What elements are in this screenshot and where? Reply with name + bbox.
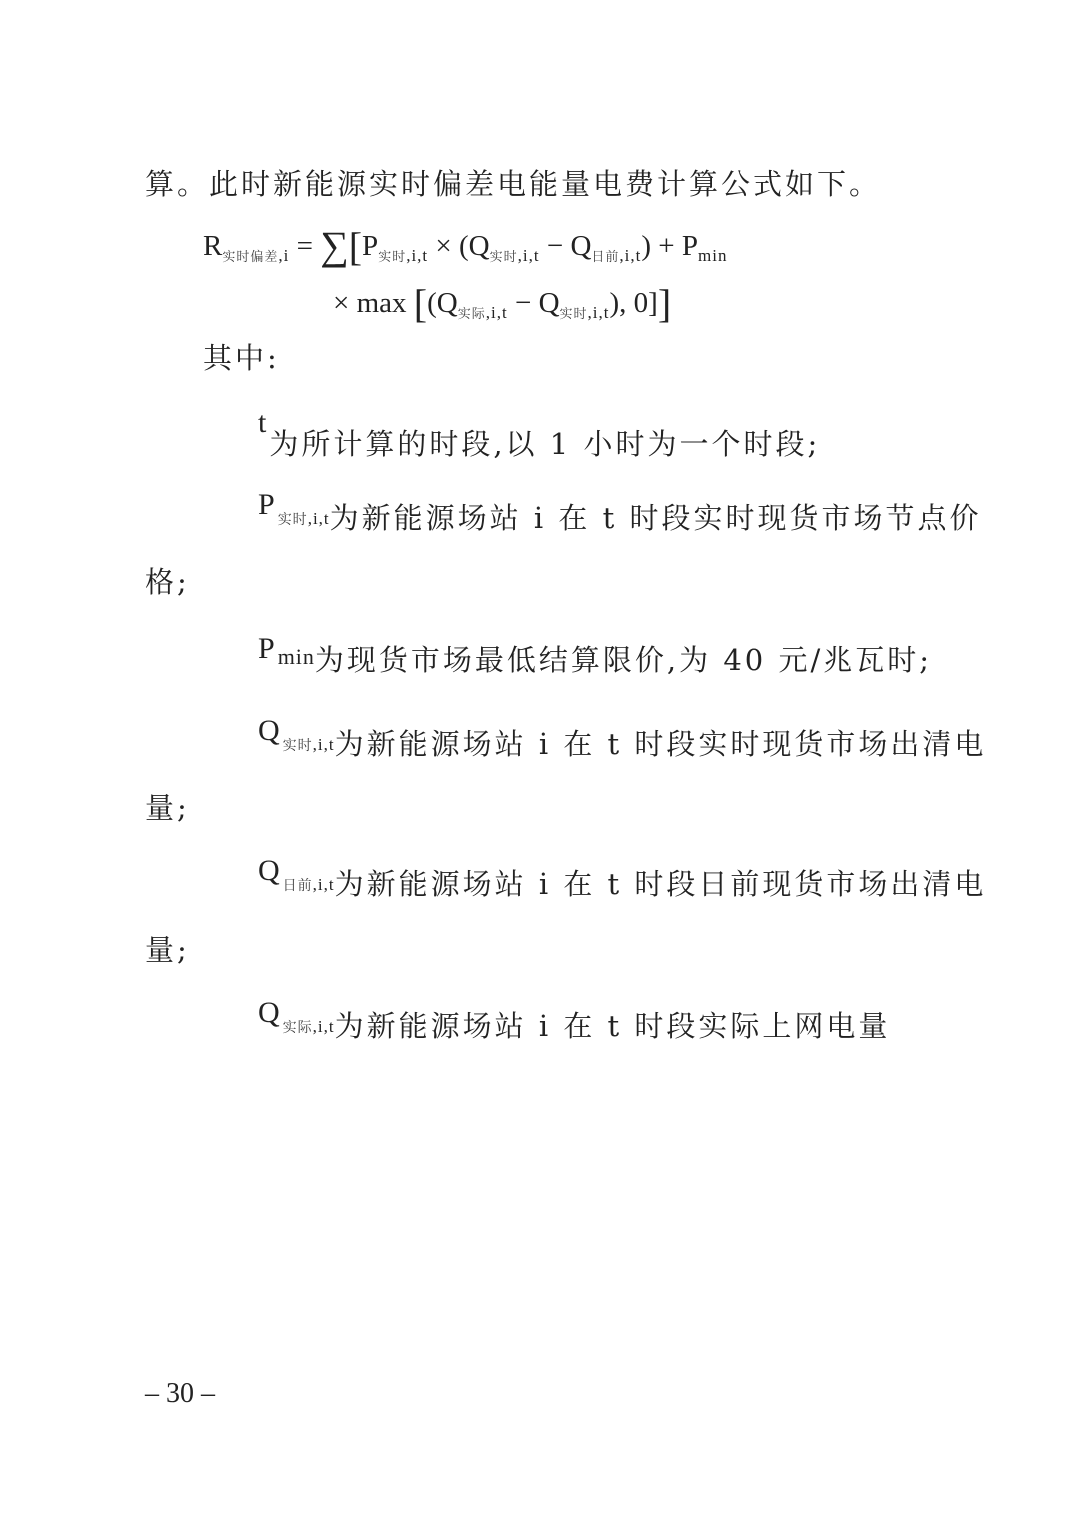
formula-q1-sub: ,i,t xyxy=(517,246,540,265)
open-bracket-2: [ xyxy=(413,281,428,326)
formula-q1-sub-cjk: 实时 xyxy=(489,250,518,265)
def-sub: min xyxy=(277,644,315,669)
formula-q3-sub: ,i,t xyxy=(485,303,508,322)
def-text: 为新能源场站 i 在 t 时段实时现货市场出清电 xyxy=(334,727,987,761)
def-q-actual xyxy=(258,990,891,1043)
page-number: – 30 – xyxy=(145,1378,215,1409)
formula-times: × xyxy=(435,230,452,262)
sum-symbol: ∑ xyxy=(320,223,349,268)
def-q-realtime-wrap: 量; xyxy=(145,791,190,825)
formula-equals: = xyxy=(296,230,313,262)
where-label: 其中: xyxy=(203,341,280,375)
def-sub: ,i,t xyxy=(312,735,335,754)
def-var: Q xyxy=(258,996,283,1029)
close-bracket: ] xyxy=(657,281,672,326)
formula-r-sub-cjk: 实时偏差 xyxy=(222,250,279,265)
formula-p: P xyxy=(362,230,379,262)
formula-q3-sub-cjk: 实际 xyxy=(457,307,486,322)
formula-p-sub: ,i,t xyxy=(406,246,429,265)
formula-q2-sub: ,i,t xyxy=(619,246,642,265)
def-var: Q xyxy=(258,854,283,887)
formula-r: R xyxy=(203,230,223,262)
def-sub: ,i,t xyxy=(312,875,335,894)
open-bracket: [ xyxy=(348,224,363,269)
def-q-dayahead-wrap: 量; xyxy=(145,933,190,967)
def-pmin xyxy=(258,626,933,677)
formula-line-1 xyxy=(203,222,727,270)
def-sub: ,i,t xyxy=(307,509,330,528)
formula-q4-sub-cjk: 实时 xyxy=(559,307,588,322)
formula-q3: (Q xyxy=(427,287,458,319)
def-text: 为新能源场站 i 在 t 时段日前现货市场出清电 xyxy=(334,867,987,901)
formula-minus: − xyxy=(546,230,564,262)
formula-minus-2: − xyxy=(514,287,532,319)
formula-r-sub: ,i xyxy=(278,246,290,265)
def-sub-cjk: 日前 xyxy=(282,878,313,894)
def-var: t xyxy=(258,406,270,439)
def-sub: ,i,t xyxy=(312,1017,335,1036)
formula-p-sub-cjk: 实时 xyxy=(378,250,407,265)
formula-line-2 xyxy=(333,280,671,327)
def-p-realtime-wrap: 格; xyxy=(145,565,190,599)
def-q-realtime xyxy=(258,708,987,761)
formula-pmin-sub: min xyxy=(698,246,728,265)
def-text: 为现货市场最低结算限价,为 40 元/兆瓦时; xyxy=(314,643,933,677)
formula-q1: (Q xyxy=(459,230,490,262)
def-q-dayahead xyxy=(258,848,987,901)
def-text: 为新能源场站 i 在 t 时段实时现货市场节点价 xyxy=(329,501,982,535)
formula-close-plus: ) + P xyxy=(641,230,699,262)
def-sub-cjk: 实时 xyxy=(282,738,313,754)
formula-q2-sub-cjk: 日前 xyxy=(591,250,620,265)
def-var: Q xyxy=(258,714,283,747)
def-var: P xyxy=(258,488,278,521)
def-text: 为新能源场站 i 在 t 时段实际上网电量 xyxy=(334,1009,891,1043)
formula-times-max: × max xyxy=(333,287,407,319)
formula-tail: ), 0] xyxy=(609,287,658,319)
formula-q4: Q xyxy=(538,287,560,319)
def-t xyxy=(258,400,821,461)
def-sub-cjk: 实际 xyxy=(282,1020,313,1036)
def-text: 为所计算的时段,以 1 小时为一个时段; xyxy=(269,427,821,461)
def-p-realtime xyxy=(258,482,982,535)
def-sub-cjk: 实时 xyxy=(277,512,308,528)
formula-q4-sub: ,i,t xyxy=(587,303,610,322)
formula-q2: Q xyxy=(570,230,592,262)
def-var: P xyxy=(258,632,278,665)
intro-paragraph: 算。此时新能源实时偏差电能量电费计算公式如下。 xyxy=(145,167,882,201)
